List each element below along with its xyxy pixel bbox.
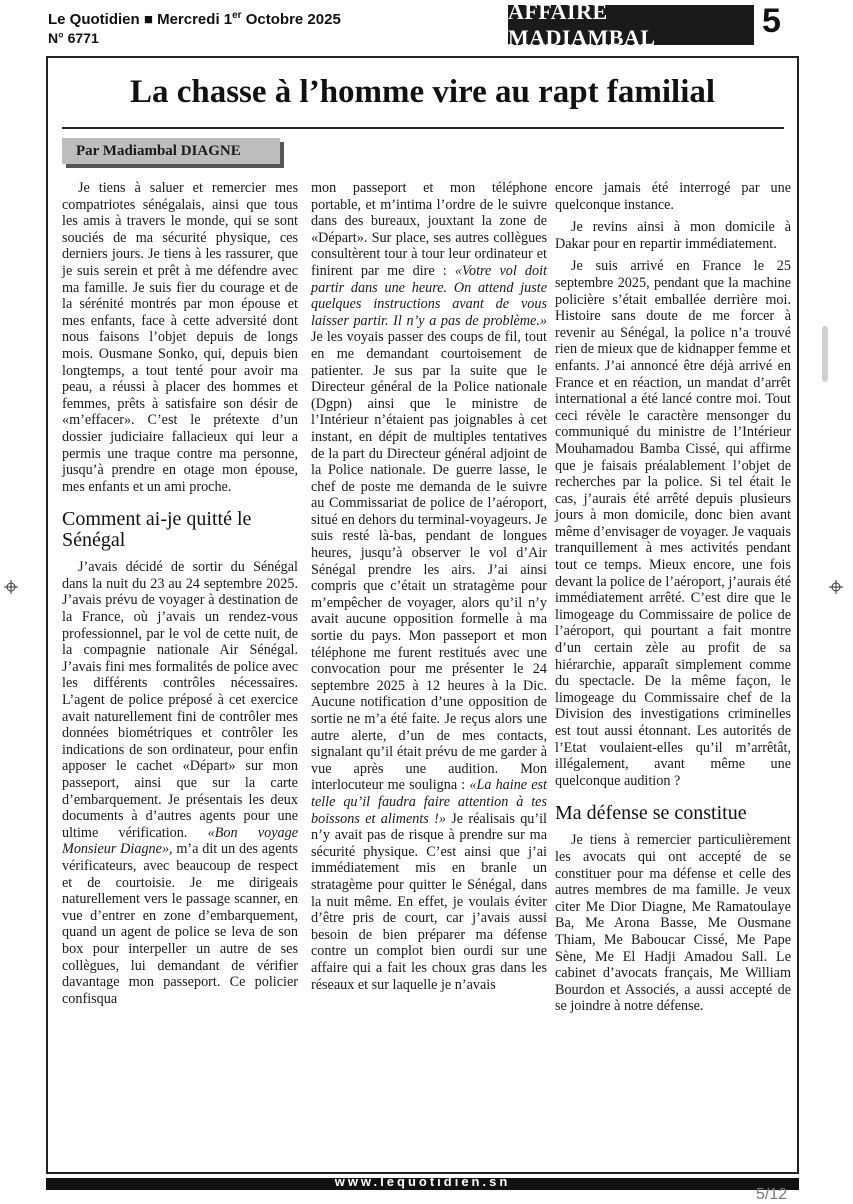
subheading-defense: Ma défense se constitue [555, 802, 747, 825]
article-column-1 [62, 180, 298, 1013]
paragraph-text: Je réalisais qu’il n’y avait pas de risque à prendre sur ma sécurité physique. C’est ainsi que j’ai immédiatement mis en branle un stratagème pour quitter le Sénégal, dans la nuit même. En effet, je voulais éviter d’être pris de court, car j’avais aussi besoin de bien préparer ma défense contre un complot bien ourdi sur une affaire qui a fait les choux gras dans les réseaux et sur laquelle je n’avais [311, 810, 547, 993]
section-title: AFFAIRE MADIAMBAL [508, 0, 656, 50]
byline: Par Madiambal DIAGNE [62, 138, 280, 164]
issue-number: N° 6771 [48, 30, 99, 46]
page-number: 5 [762, 2, 781, 40]
paragraph-text: , m’a dit un des agents vérificateurs, avec beaucoup de respect et de courtoisie. Je me dirigeais naturellement vers le passage scanner, en vue d’entrer en zone d’embarquement, quand un agent de police se leva de son box pour interpeller un autre de ses collègues, lui demandant de vérifier davantage mon passeport. Ce policier confisqua [62, 841, 298, 1007]
paragraph [62, 559, 298, 1007]
section-banner [508, 0, 754, 50]
registration-mark-icon [4, 580, 18, 594]
paragraph [311, 180, 547, 993]
paragraph-text: Je les voyais passer des coups de fil, tout en me demandant courtoisement de patienter. Je sus par la suite que le Directeur général de la Police nationale (Dgpn) ainsi que le ministre de l’Intérieur n’étaient pas joignables à cet instant, en dépit de multiples tentatives de la part du Directeur général adjoint de la Police nationale. De guerre lasse, le chef de poste me demanda de le suivre au Commissariat de police de l’aéroport, situé en dehors du terminal-voyageurs. Je suis resté là-bas, pendant de longues heures, jusqu’à observer le vol d’Air Sénégal prendre les airs. J’ai ainsi compris que c’était un stratagème pour m’empêcher de voyager, alors qu’il n’y avait aucune opposition formelle à ma sortie du pays. Mon passeport et mon téléphone me furent restitués avec une convocation pour me présenter le 24 septembre 2025 à 12 heures à la Dic. Aucune notification d’une opposition de sortie ne m’a été faite. Je reçus alors une autre alerte, d’un de mes contacts, signalant qu’il était prévu de me garder à vue après une audition. Mon interlocuteur me souligna : [311, 329, 547, 794]
paper-name: Le Quotidien [48, 11, 140, 28]
article-column-3 [555, 180, 791, 1021]
quote: «Bon voyage Monsieur Diagne» [62, 824, 299, 858]
headline: La chasse à l’homme vire au rapt familial [129, 74, 716, 110]
masthead-date: Octobre 2025 [245, 11, 341, 28]
paragraph: Je tiens à remercier particulièrement les avocats qui ont accepté de se constituer pour ma défense et celle des autres membres de ma famille. Je veux citer Me Dior Diagne, Me Ramatoulaye Ba, Me Arona Basse, Me Ousmane Thiam, Me Baboucar Cissé, Me Pape Sène, Me El Hadji Amadou Sall. Le cabinet d’avocats français, Me William Bourdon et Associés, a aussi accepté de se joindre à notre défense. [555, 832, 791, 1015]
masthead-dateline [48, 6, 341, 30]
masthead-separator: ■ [143, 11, 153, 28]
paragraph: encore jamais été interrogé par une quelconque instance. [555, 180, 791, 213]
quote: «Votre vol doit partir dans une heure. On attend juste quelques instructions avant de vous laisser partir. Il n’y a pas de problème.» [311, 262, 547, 329]
registration-mark-icon [829, 580, 843, 594]
masthead-ordinal: er [232, 10, 242, 21]
paragraph-text: J’avais décidé de sortir du Sénégal dans la nuit du 23 au 24 septembre 2025. J’avais prévu de voyager à destination de la France, où j’avais un rendez-vous professionnel, par le vol de cette nuit, de la compagnie nationale Air Sénégal. J’avais fini mes formalités de police avec les différents contrôles nécessaires. L’agent de police préposé à cet exercice avait naturellement fini de contrôler mes données biométriques et contrôler les indications de son ordinateur, pour enfin apposer le cachet «Départ» sur mon passeport, ainsi que sur la carte d’embarquement. Je présentais les deux documents à d’autres agents pour une ultime vérification. [62, 559, 298, 841]
paragraph: Je tiens à saluer et remercier mes compatriotes sénégalais, ainsi que tous les amis à travers le monde, qui se sont souciés de ma sécurité physique, ces derniers jours. Je tiens à les rassurer, que je suis serein et prêt à me défendre avec ma famille. Je suis fier du courage et de la sérénité montrés par mon épouse et mes enfants, face à cette adversité dont nous faisons l’objet depuis de longs mois. Ousmane Sonko, qui, depuis bien longtemps, a tout tenté pour avoir ma peau, a réussi à placer des hommes et femmes, prêts à satisfaire son désir de «m’effacer». C’est le prétexte d’un dossier judiciaire fallacieux qui leur a permis une traque contre ma personne, jusqu’à prendre en otage mon épouse, mes enfants et un ami proche. [62, 180, 298, 495]
scrollbar-thumb[interactable] [822, 326, 828, 382]
page-count: 5/12 [756, 1186, 788, 1203]
footer-url: www.lequotidien.sn [334, 1174, 511, 1189]
paragraph: Je revins ainsi à mon domicile à Dakar pour en repartir immédiatement. [555, 219, 791, 252]
paragraph: Je suis arrivé en France le 25 septembre 2025, pendant que la machine policière s’était emballée derrière moi. Histoire sans doute de me forcer à revenir au Sénégal, la police n’a trouvé rien de mieux que de kidnapper femme et enfants. J’ai annoncé être déjà arrivé en France et en réaction, un mandat d’arrêt international a été lancé contre moi. Tout ceci révèle le caractère mensonger du communiqué du ministre de l’Intérieur Mouhamadou Bamba Cissé, qui affirme que je faisais préalablement l’objet de recherches par la police. Si tel était le cas, j’aurais été arrêté depuis plusieurs jours à mon domicile, donc bien avant même d’envisager de voyager. Je vaquais tranquillement à mes activités pendant tout ce temps. Mieux encore, une fois devant la police de l’aéroport, j’aurais été immédiatement arrêté. C’est dire que le limogeage du Commissaire de police de l’aéroport, qui pourtant a fait montre d’un certain zèle au profit de sa hiérarchie, apparaît simplement comme du spectacle. De la même façon, le limogeage du Commissaire chef de la Division des investigations criminelles est tout aussi étonnant. Les autorités de l’Etat voulaient-elles qu’il m’arrêtât, illégalement, avant même une quelconque audition ? [555, 258, 791, 789]
headline-rule [62, 127, 784, 129]
paragraph-text: mon passeport et mon téléphone portable, et m’intima l’ordre de le suivre dans des bureaux, jouxtant la zone de «Départ». Sur place, ses autres collègues consultèrent tour à tour leur ordinateur et finirent par me dire : [311, 180, 547, 279]
article-column-2 [311, 180, 547, 999]
subheading-departure: Comment ai-je quitté le Sénégal [62, 508, 252, 552]
quote: «La haine est telle qu’il faudra faire attention à tes boissons et aliments !» [311, 777, 547, 827]
masthead-day: Mercredi 1 [157, 11, 233, 28]
